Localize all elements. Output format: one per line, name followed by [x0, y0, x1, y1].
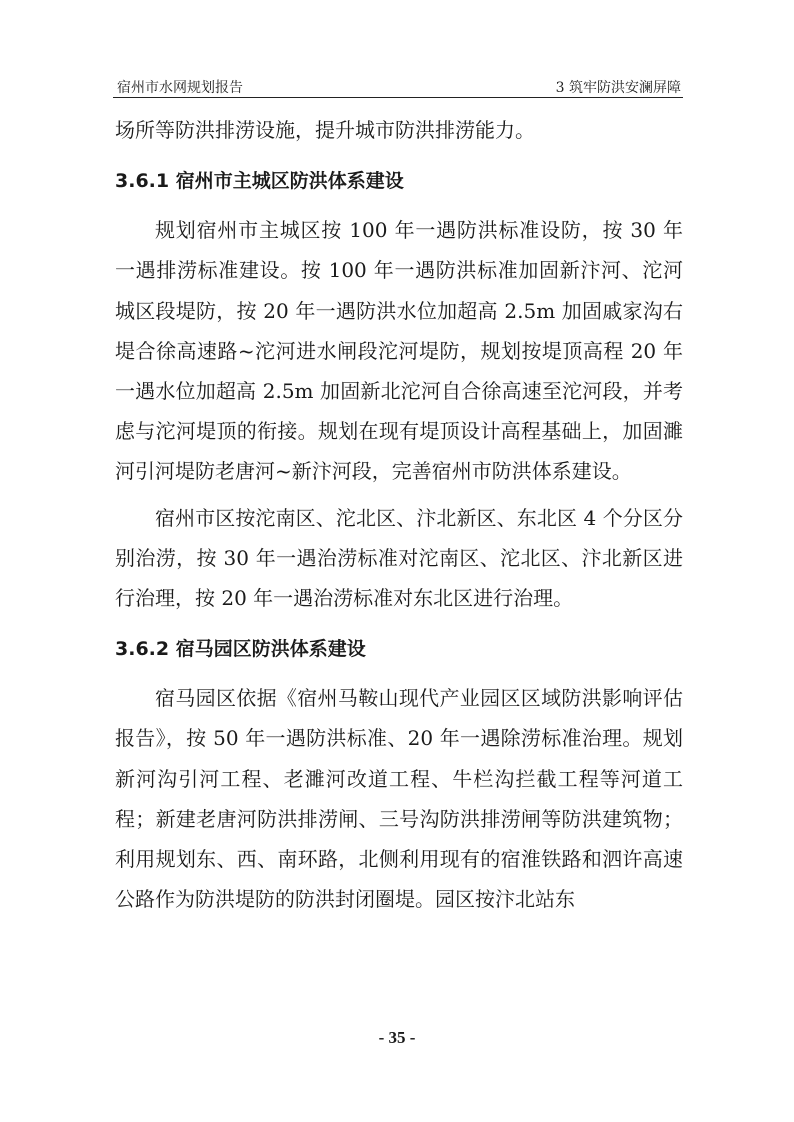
section-1-paragraph-2: 宿州市区按沱南区、沱北区、汴北新区、东北区 4 个分区分别治涝，按 30 年一遇治涝标准对沱南区、沱北区、汴北新区进行治理，按 20 年一遇治涝标准对东北区进行治理。	[115, 505, 683, 611]
header-chapter-title: 3 筑牢防洪安澜屏障	[555, 80, 681, 96]
section-1-paragraph-1: 规划宿州市主城区按 100 年一遇防洪标准设防，按 30 年一遇排涝标准建设。按 100 年一遇防洪标准加固新汴河、沱河城区段堤防，按 20 年一遇防洪水位加超高 2.5m 加固戚家沟右堤合徐高速路~沱河进水闸段沱河堤防，规划按堤顶高程 20 年一遇水位加超高 2.5m 加固新北沱河自合徐高速至沱河段，并考虑与沱河堤顶的衔接。规划在现有堤顶设计高程基础上，加固濉河引河堤防老唐河~新汴河段，完善宿州市防洪体系建设。	[115, 218, 683, 484]
running-header	[113, 76, 683, 98]
page-number: - 35 -	[378, 1028, 416, 1047]
section-heading-3-6-2: 3.6.2 宿马园区防洪体系建设	[115, 638, 366, 661]
section-2-paragraph-1: 宿马园区依据《宿州马鞍山现代产业园区区域防洪影响评估报告》，按 50 年一遇防洪标准、20 年一遇除涝标准治理。规划新河沟引河工程、老濉河改道工程、牛栏沟拦截工程等河道工程；新建老唐河防洪排涝闸、三号沟防洪排涝闸等防洪建筑物；利用规划东、西、南环路，北侧利用现有的宿淮铁路和泗许高速公路作为防洪堤防的防洪封闭圈堤。园区按汴北站东	[115, 686, 683, 912]
page-body	[115, 110, 683, 919]
header-report-title: 宿州市水网规划报告	[117, 80, 243, 96]
section-heading-3-6-1: 3.6.1 宿州市主城区防洪体系建设	[115, 170, 404, 193]
intro-paragraph: 场所等防洪排涝设施，提升城市防洪排涝能力。	[115, 118, 535, 142]
header-divider	[113, 97, 683, 98]
